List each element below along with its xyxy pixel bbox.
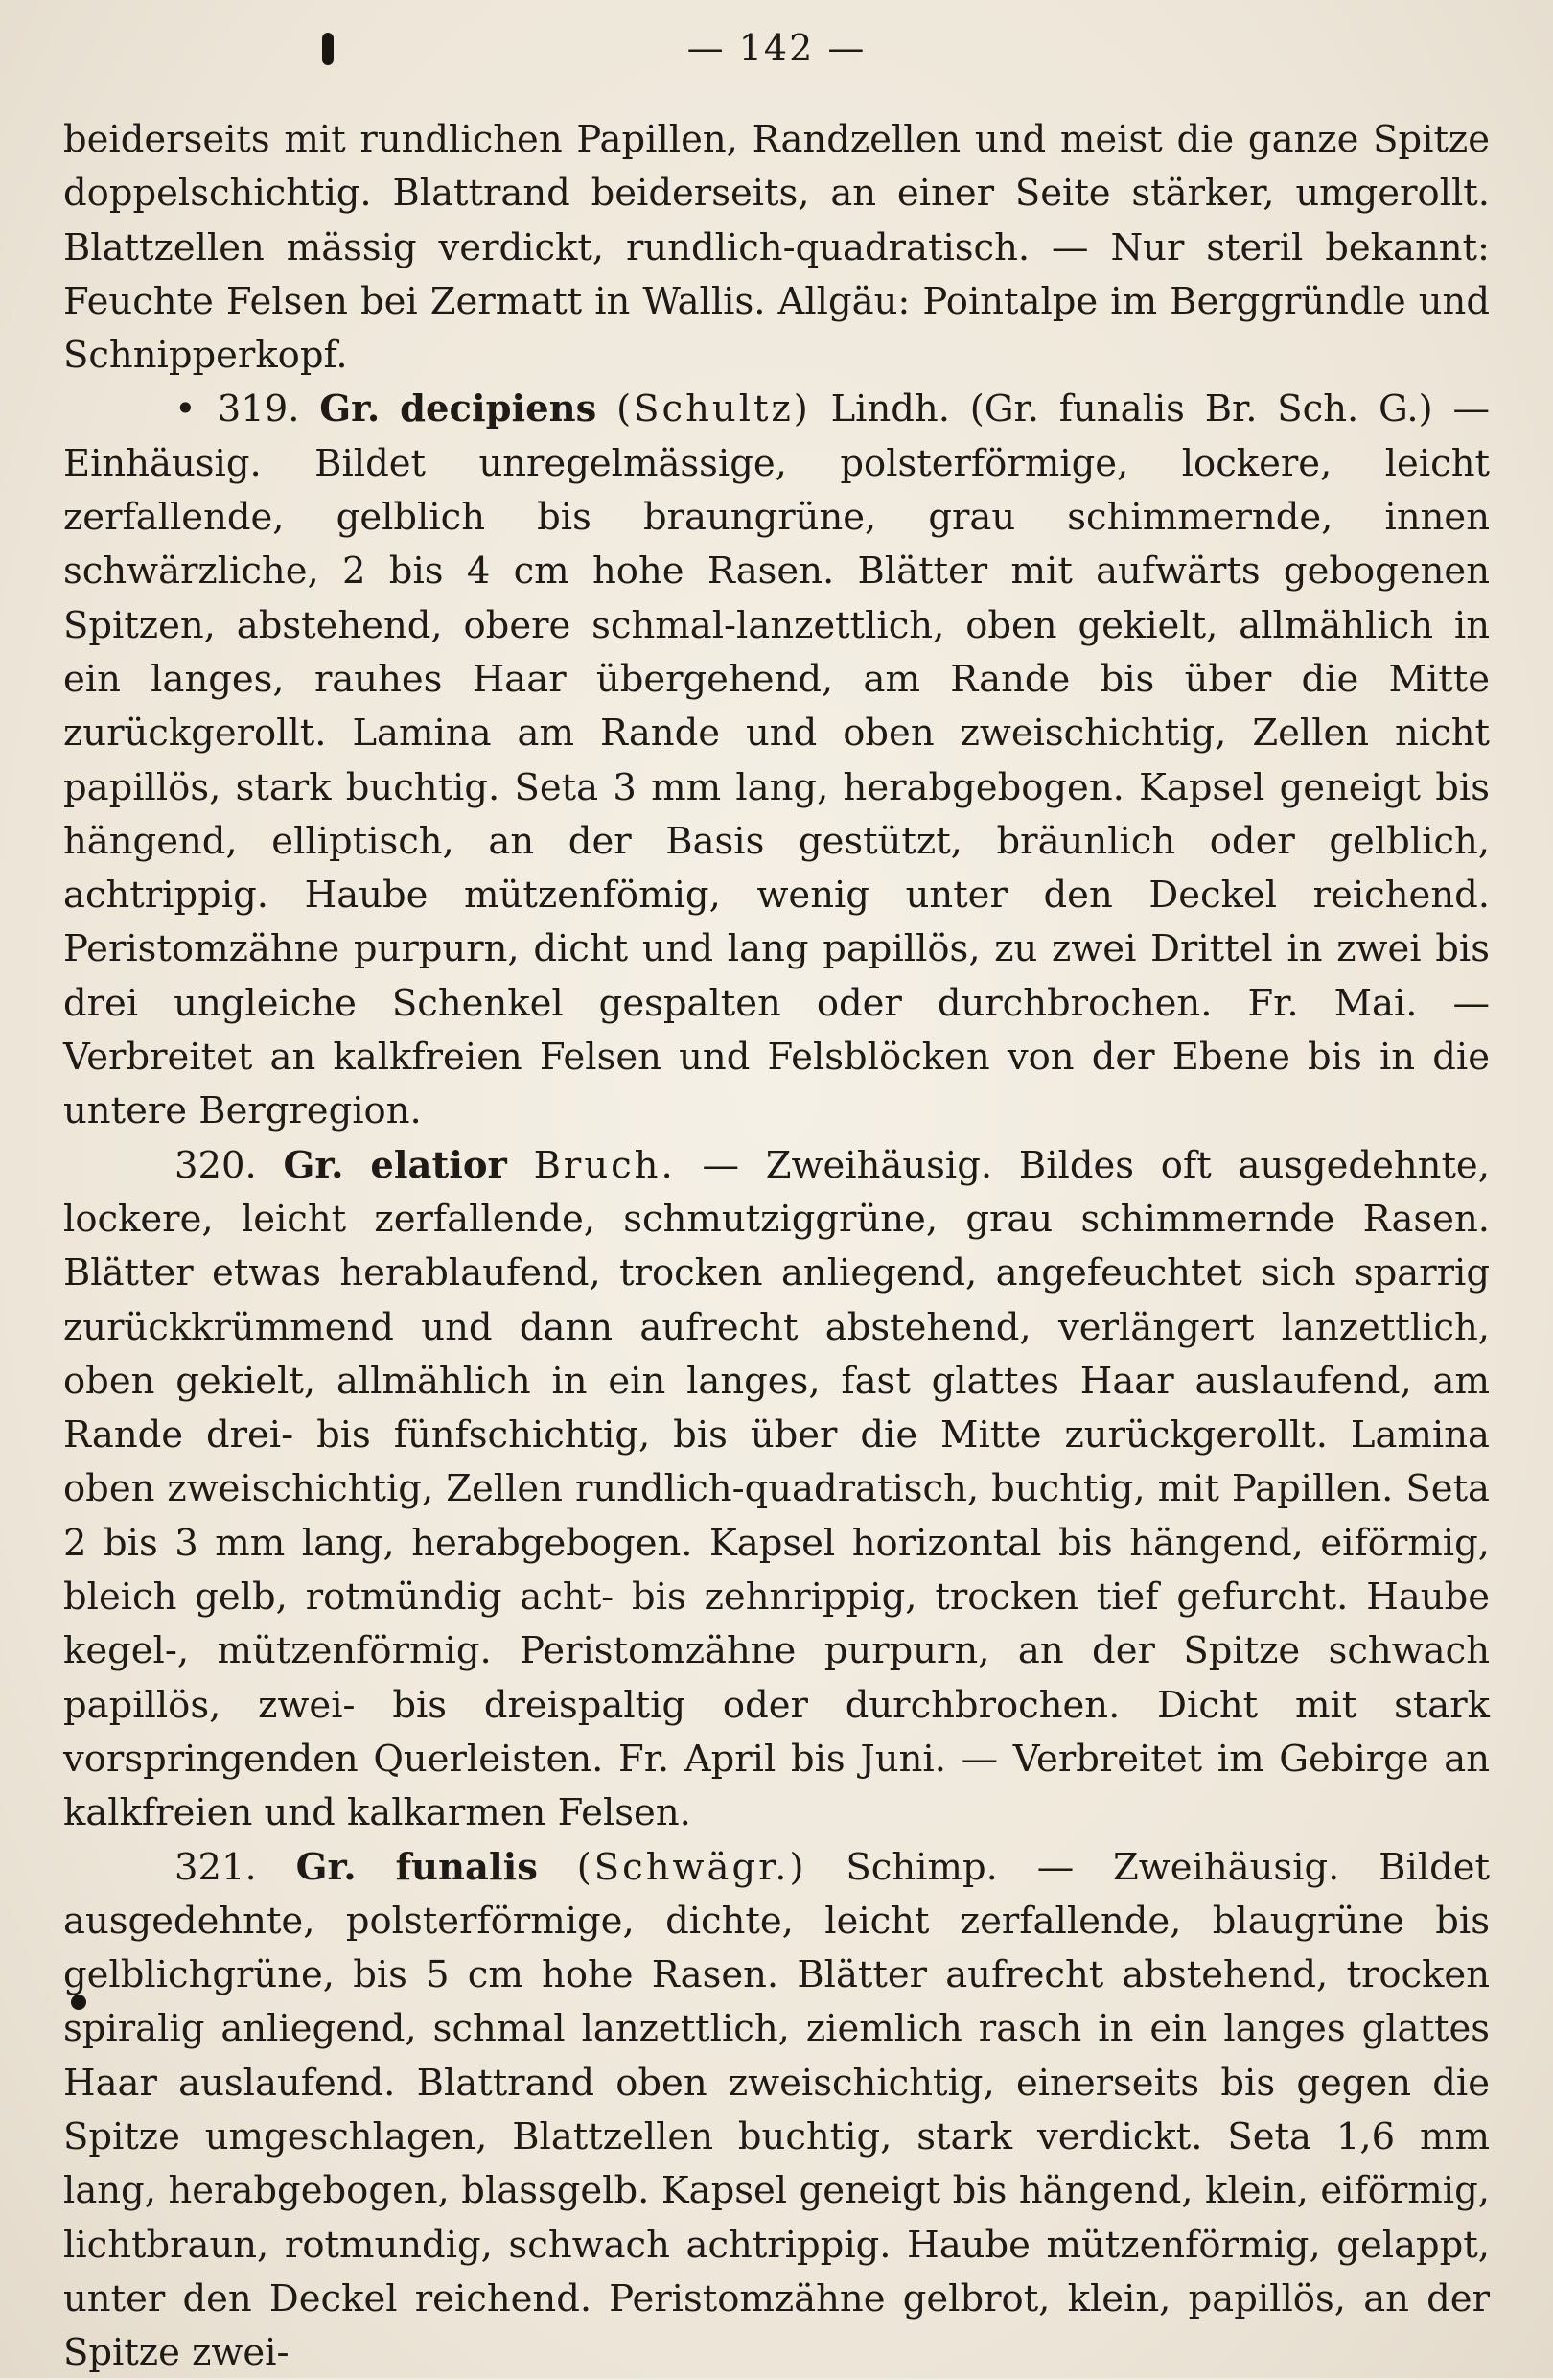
entry-author: Bruch. bbox=[534, 1144, 676, 1187]
entry-author: (Schultz) bbox=[616, 387, 811, 431]
species-entry-319 bbox=[63, 383, 1490, 1138]
species-entry-321 bbox=[63, 1841, 1490, 2380]
entry-number: 319. bbox=[218, 387, 300, 431]
bullet-mark: • bbox=[174, 387, 197, 431]
entry-description: — Zweihäusig. Bildes oft ausgedehnte, lockere, leicht zerfallende, schmutziggrüne, grau schimmernde Rasen. Blätter etwas herablaufend, trocken anliegend, angefeuchtet sich sparrig zurückkrümmend und dann aufrecht abstehend, verlängert lanzettlich, oben gekielt, allmählich in ein langes, fast glattes Haar auslaufend, am Rande drei- bis fünfschichtig, bis über die Mitte zurückgerollt. Lamina oben zweischichtig, Zellen rundlich-quadratisch, buchtig, mit Papillen. Seta 2 bis 3 mm lang, herabgebogen. Kapsel horizontal bis hängend, eiförmig, bleich gelb, rotmündig acht- bis zehnrippig, trocken tief gefurcht. Haube kegel-, mützenförmig. Peristomzähne purpurn, an der Spitze schwach papillös, zwei- bis dreispaltig oder durchbrochen. Dicht mit stark vorspringenden Querleisten. Fr. April bis Juni. — Verbreitet im Gebirge an kalkfreien und kalkarmen Felsen. bbox=[63, 1144, 1490, 1835]
body-text bbox=[63, 113, 1490, 2380]
entry-author-2: Schimp. bbox=[846, 1846, 997, 1889]
entry-genus: Gr. bbox=[284, 1144, 344, 1187]
entry-description: (Gr. funalis Br. Sch. G.) — Einhäusig. Bildet unregelmässige, polsterförmige, lockere, leicht zerfallende, gelblich bis braungrüne, grau schimmernde, innen schwärzliche, 2 bis 4 cm hohe Rasen. Blätter mit aufwärts gebogenen Spitzen, abstehend, obere schmal-lanzettlich, oben gekielt, allmählich in ein langes, rauhes Haar übergehend, am Rande bis über die Mitte zurückgerollt. Lamina am Rande und oben zweischichtig, Zellen nicht papillös, stark buchtig. Seta 3 mm lang, herabgebogen. Kapsel geneigt bis hängend, elliptisch, an der Basis gestützt, bräunlich oder gelblich, achtrippig. Haube mützenfömig, wenig unter den Deckel reichend. Peristomzähne purpurn, dicht und lang papillös, zu zwei Drittel in zwei bis drei ungleiche Schenkel gespalten oder durchbrochen. Fr. Mai. — Verbreitet an kalkfreien Felsen und Felsblöcken von der Ebene bis in die untere Bergregion. bbox=[63, 387, 1490, 1132]
entry-number: 320. bbox=[174, 1144, 257, 1187]
entry-species: elatior bbox=[370, 1144, 506, 1187]
entry-author: (Schwägr.) bbox=[577, 1846, 807, 1889]
entry-number: 321. bbox=[174, 1846, 257, 1889]
continuation-paragraph: beiderseits mit rundlichen Papillen, Randzellen und meist die ganze Spitze doppelschichtig. Blattrand beiderseits, an einer Seite stärker, umgerollt. Blattzellen mässig verdickt, rundlich-quadratisch. — Nur steril bekannt: Feuchte Felsen bei Zermatt in Wallis. Allgäu: Pointalpe im Berggründle und Schnipperkopf. bbox=[63, 113, 1490, 383]
entry-description: — Zweihäusig. Bildet ausgedehnte, polsterförmige, dichte, leicht zerfallende, blaugrüne bis gelblichgrüne, bis 5 cm hohe Rasen. Blätter aufrecht abstehend, trocken spiralig anliegend, schmal lanzettlich, ziemlich rasch in ein langes glattes Haar auslaufend. Blattrand oben zweischichtig, einerseits bis gegen die Spitze umgeschlagen, Blattzellen buchtig, stark verdickt. Seta 1,6 mm lang, herabgebogen, blassgelb. Kapsel geneigt bis hängend, klein, eiförmig, lichtbraun, rotmundig, schwach achtrippig. Haube mützenförmig, gelappt, unter den Deckel reichend. Peristomzähne gelbrot, klein, papillös, an der Spitze zwei- bbox=[63, 1846, 1490, 2375]
species-entry-320 bbox=[63, 1139, 1490, 1841]
entry-author-2: Lindh. bbox=[831, 387, 950, 431]
page-number: — 142 — bbox=[0, 27, 1553, 69]
entry-species: decipiens bbox=[400, 387, 596, 431]
entry-genus: Gr. bbox=[296, 1846, 357, 1889]
entry-genus: Gr. bbox=[319, 387, 380, 431]
entry-species: funalis bbox=[396, 1846, 538, 1889]
